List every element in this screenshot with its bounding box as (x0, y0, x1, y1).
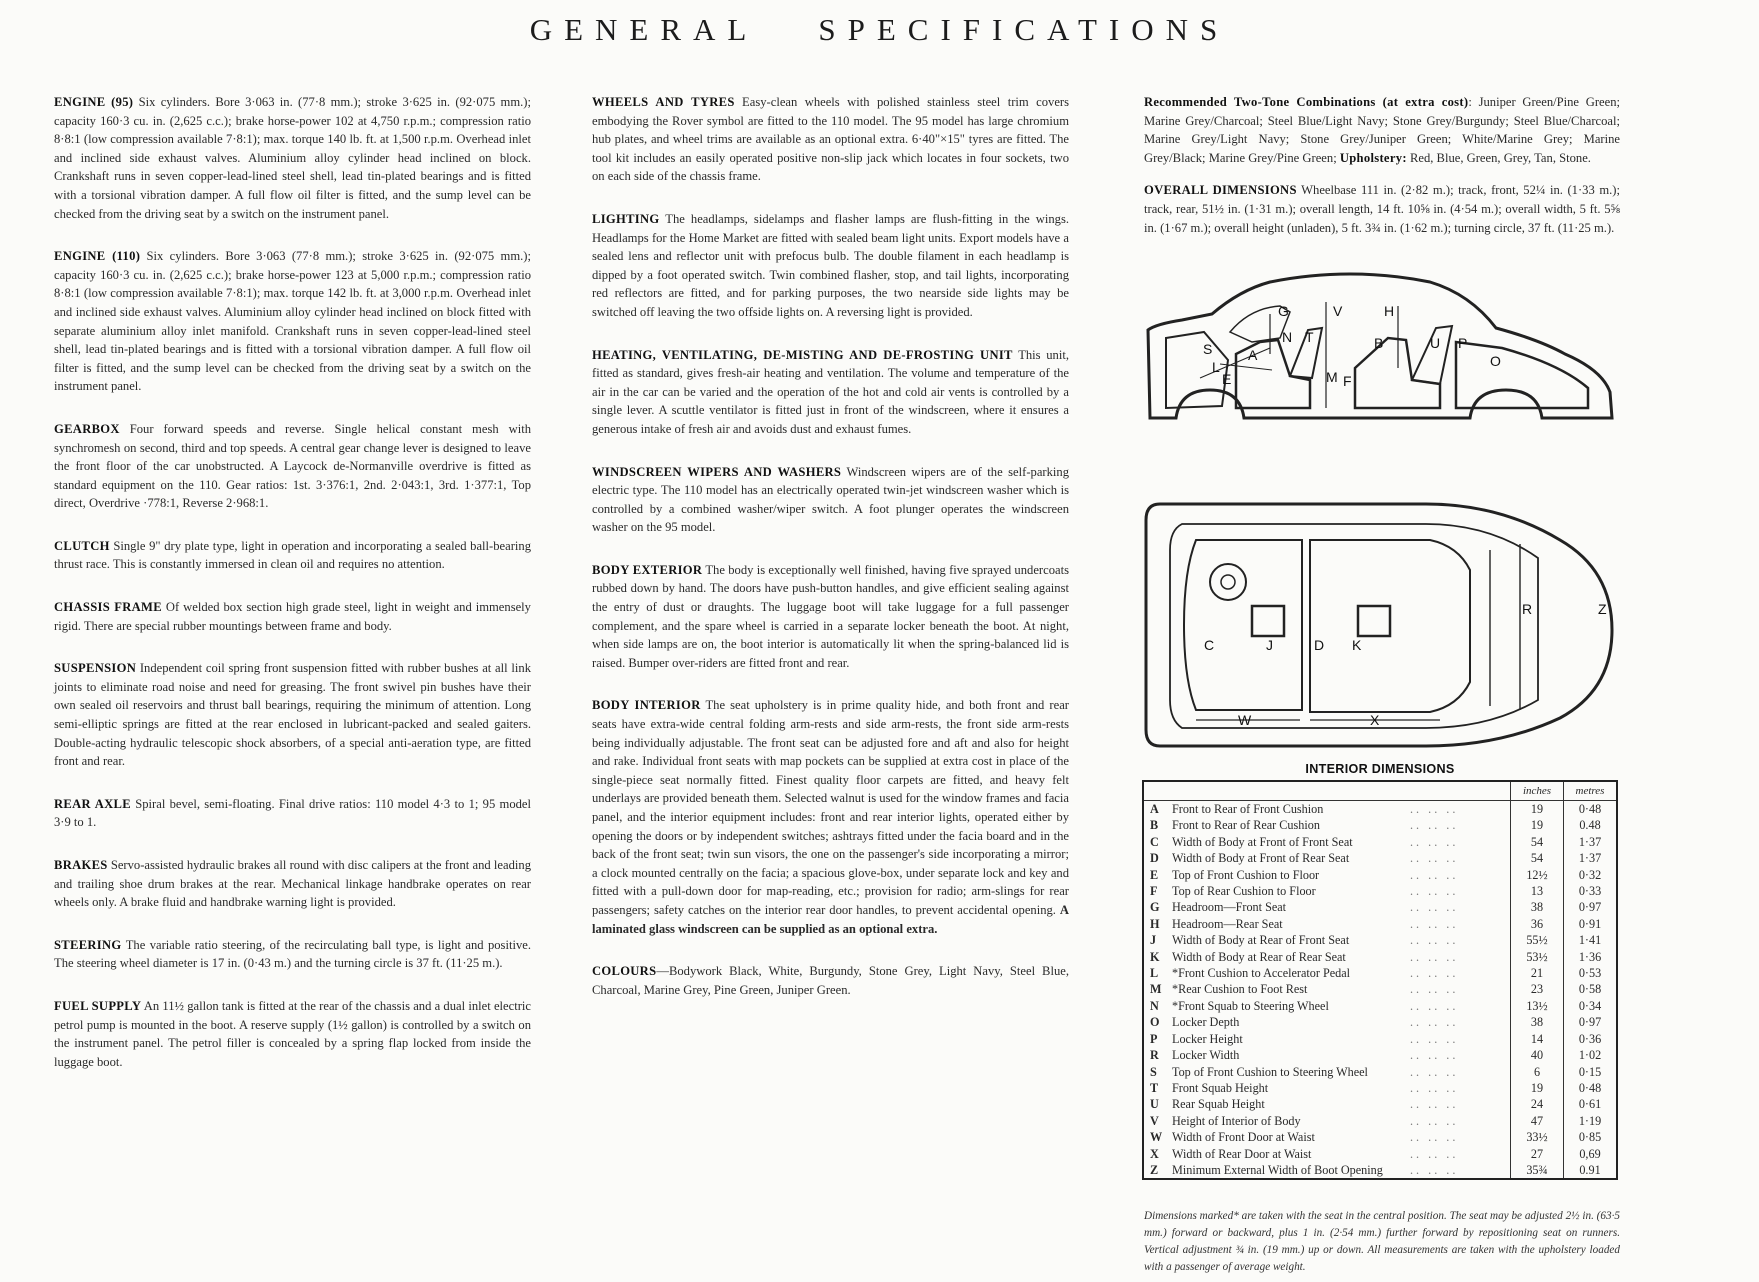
label-C: C (1204, 637, 1215, 653)
row-inches: 53½ (1511, 949, 1564, 965)
row-metres: 0·33 (1564, 883, 1618, 899)
car-diagrams (1140, 268, 1620, 750)
table-row (1143, 834, 1617, 850)
row-leader: .. .. .. (1410, 1015, 1459, 1030)
row-metres: 0·48 (1564, 801, 1618, 818)
spec-heading: CLUTCH (54, 538, 110, 553)
spec-text: Six cylinders. Bore 3·063 in. (77·8 mm.); stroke 3·625 in. (92·075 mm.); capacity 160·3 cu. in. (2,625 c.c.); brake horse-power 102 at 4,750 r.p.m.; compression ratio 8·8:1 (low compression available 7·8:1); max. torque 140 lb. ft. at 1,500 r.p.m. Overhead inlet and inclined side exhaust valves. Aluminium alloy cylinder head inclined on block. Crankshaft runs in seven copper-lead-lined steel shell, lead tin-plated bearings and is fitted with a torsional vibration damper. A full flow oil filter is fitted, and the sump level can be checked from the driving seat by a switch on the instrument panel. (54, 95, 531, 221)
label-W: W (1238, 712, 1252, 728)
plan-view-diagram (1140, 500, 1618, 750)
spec-text: Independent coil spring front suspension fitted with rubber bushes at all link joints to eliminate road noise and need for greasing. The front swivel pin bushes have their own sealed oil reservoirs and thrust ball bearings, requiring the minimum of attention. Long semi-elliptic springs are fitted at the rear enclosed in lubricant-packed and sealed gaiters. Double-acting hydraulic telescopic shock absorbers, of a special anti-aeration type, are fitted front and rear. (54, 661, 531, 769)
row-description: Front to Rear of Rear Cushion (1172, 818, 1320, 833)
row-metres: 0·15 (1564, 1064, 1618, 1080)
label-D: D (1314, 637, 1325, 653)
table-row (1143, 981, 1617, 997)
interior-dimensions-title: INTERIOR DIMENSIONS (1305, 762, 1455, 776)
label-R: R (1522, 601, 1533, 617)
label-O: O (1490, 353, 1501, 369)
spec-heading: WHEELS AND TYRES (592, 95, 735, 109)
row-metres: 1·41 (1564, 932, 1618, 948)
row-leader: .. .. .. (1410, 1162, 1459, 1177)
table-row (1143, 1080, 1617, 1096)
row-description: Front Squab Height (1172, 1080, 1269, 1095)
row-inches: 19 (1511, 1080, 1564, 1096)
label-J: J (1266, 637, 1273, 653)
spec-text: This unit, fitted as standard, gives fresh-air heating and ventilation. The volume and temperature of the air in the car can be varied and the operation of the hot and cold air vents is controlled by a single lever. A scuttle ventilator is fitted just in front of the windscreen, where it ensures a generous intake of fresh air and avoids dust and exhaust fumes. (592, 347, 1069, 436)
row-leader: .. .. .. (1410, 1031, 1459, 1046)
row-letter: E (1150, 867, 1159, 882)
row-description: Locker Width (1172, 1048, 1240, 1063)
column-2 (592, 93, 1069, 1023)
row-inches: 13½ (1511, 998, 1564, 1014)
row-metres: 0·85 (1564, 1129, 1618, 1145)
row-description: Width of Body at Rear of Front Seat (1172, 933, 1350, 948)
col-metres: metres (1564, 781, 1618, 801)
row-leader: .. .. .. (1410, 1080, 1459, 1095)
col-inches: inches (1511, 781, 1564, 801)
row-inches: 13 (1511, 883, 1564, 899)
spec-body-interior (592, 696, 1069, 938)
row-metres: 0·91 (1564, 916, 1618, 932)
spec-upholstery-heading: Upholstery: (1339, 150, 1407, 165)
row-leader: .. .. .. (1410, 900, 1459, 915)
spec-optional-extra: A laminated glass windscreen can be supplied as an optional extra. (592, 902, 1069, 936)
spec-fuel-supply (54, 997, 531, 1071)
row-inches: 55½ (1511, 932, 1564, 948)
spec-text: : Juniper Green/Pine Green; Marine Grey/Charcoal; Steel Blue/Light Navy; Stone Grey/Burgundy; Steel Blue/Charcoal; Marine Grey/Light Navy; Stone Grey/Juniper Green; White/Marine Grey; Marine Grey/Black; Marine Grey/Pine Green; (1144, 95, 1620, 165)
row-letter: M (1150, 982, 1162, 997)
row-leader: .. .. .. (1410, 916, 1459, 931)
row-description: Top of Front Cushion to Steering Wheel (1172, 1064, 1368, 1079)
spec-heading: CHASSIS FRAME (54, 600, 162, 615)
spec-heading: HEATING, VENTILATING, DE-MISTING AND DE-FROSTING UNIT (592, 347, 1013, 362)
row-metres: 1·37 (1564, 850, 1618, 866)
row-description: Width of Body at Front of Front Seat (1172, 834, 1353, 849)
interior-dimensions-table (1142, 780, 1618, 1180)
row-letter: D (1150, 851, 1159, 866)
label-E: E (1222, 371, 1232, 387)
row-inches: 40 (1511, 1047, 1564, 1063)
table-row (1143, 1162, 1617, 1179)
table-row (1143, 965, 1617, 981)
row-metres: 0·48 (1564, 1080, 1618, 1096)
row-leader: .. .. .. (1410, 884, 1459, 899)
spec-text: Red, Blue, Green, Grey, Tan, Stone. (1406, 150, 1591, 165)
row-leader: .. .. .. (1410, 802, 1459, 816)
spec-heading: Recommended Two-Tone Combinations (1144, 95, 1376, 109)
row-letter: B (1150, 818, 1159, 833)
row-metres: 0,69 (1564, 1146, 1618, 1162)
row-inches: 19 (1511, 801, 1564, 818)
table-row (1143, 1113, 1617, 1129)
spec-text: Servo-assisted hydraulic brakes all round with disc calipers at the front and leading and trailing shoe drum brakes at the rear. Mechanical linkage handbrake operates on rear wheels only. A brake fluid and handbrake warning light is provided. (54, 858, 531, 910)
label-V: V (1333, 303, 1343, 319)
spec-two-tone (1144, 93, 1620, 167)
spec-suspension (54, 659, 531, 771)
title-word-general: GENERAL (529, 12, 759, 47)
spec-engine-95 (54, 93, 531, 223)
row-description: Front to Rear of Front Cushion (1172, 802, 1324, 816)
spec-heading: ENGINE (54, 95, 106, 109)
spec-overall-dimensions (1144, 181, 1620, 237)
row-letter: X (1150, 1146, 1159, 1161)
spec-text: Windscreen wipers are of the self-parking electric type. The 110 model has an electrically operated twin-jet windscreen washer which is controlled by a combined washer/wiper switch. A foot plunger operates the windscreen washer on the 95 model. (592, 464, 1069, 535)
table-row (1143, 1096, 1617, 1112)
row-letter: F (1150, 884, 1158, 899)
spec-heading: COLOURS (592, 964, 657, 979)
table-row (1143, 916, 1617, 932)
row-inches: 12½ (1511, 867, 1564, 883)
spec-text: The seat upholstery is in prime quality hide, and both front and rear seats have extra-wide central folding arm-rests and side arm-rests, the front side arm-rests being individually adjustable. The front seat can be adjusted fore and aft and also for height and rake. Individual front seats with map pockets can be supplied at extra cost in place of the single-piece seat normally fitted. Finest quality floor carpets are fitted, and heavy felt underlays are provided beneath them. Selected walnut is used for the window frames and facia panel, and the interior equipment includes: front and rear interior lights, operated either by opening the doors or by independent switches; ashtrays fitted under the facia board and in the back of the front seat; twin sun visors, the one on the passenger's side incorporating a mirror; a clock mounted centrally on the facia; a spacious glove-box, under separate lock and key and fitted with a pull-down door for map-reading, etc.; provision for radio; arm-slings for rear passengers; safety catches on the interior rear door handles, to prevent accidental opening. (592, 698, 1069, 917)
spec-brakes (54, 856, 531, 912)
spec-heading: BODY EXTERIOR (592, 562, 703, 577)
spec-text: Single 9" dry plate type, light in operation and incorporating a sealed ball-bearing thrust race. This is constantly immersed in clean oil and requires no attention. (54, 538, 531, 572)
row-inches: 36 (1511, 916, 1564, 932)
row-letter: R (1150, 1048, 1159, 1063)
table-row (1143, 1129, 1617, 1145)
row-description: Rear Squab Height (1172, 1097, 1265, 1112)
spec-body-exterior (592, 561, 1069, 673)
spec-steering (54, 936, 531, 973)
row-letter: T (1150, 1080, 1159, 1095)
row-description: Width of Front Door at Waist (1172, 1130, 1315, 1145)
row-leader: .. .. .. (1410, 867, 1459, 882)
spec-heading: STEERING (54, 937, 122, 952)
row-leader: .. .. .. (1410, 834, 1459, 849)
row-metres: 0·53 (1564, 965, 1618, 981)
row-leader: .. .. .. (1410, 1064, 1459, 1079)
spec-text: Of welded box section high grade steel, light in weight and immensely rigid. There are special rubber mountings between frame and body. (54, 600, 531, 633)
label-Z: Z (1598, 601, 1607, 617)
row-letter: G (1150, 900, 1160, 915)
spec-text: —Bodywork Black, White, Burgundy, Stone Grey, Light Navy, Steel Blue, Charcoal, Marine Grey, Pine Green, Juniper Green. (592, 964, 1069, 997)
row-leader: .. .. .. (1410, 998, 1459, 1013)
label-T: T (1305, 329, 1314, 345)
row-metres: 1·37 (1564, 834, 1618, 850)
table-row (1143, 899, 1617, 915)
row-description: Height of Interior of Body (1172, 1113, 1301, 1128)
row-letter: W (1150, 1130, 1163, 1145)
row-metres: 0·97 (1564, 1014, 1618, 1030)
row-leader: .. .. .. (1410, 933, 1459, 948)
row-leader: .. .. .. (1410, 982, 1459, 997)
row-letter: Z (1150, 1162, 1159, 1177)
table-row (1143, 998, 1617, 1014)
spec-text: The headlamps, sidelamps and flasher lamps are flush-fitting in the wings. Headlamps for the Home Market are fitted with sealed beam light units. Export models have a sealed lens and reflector unit with prefocus bulb. The double filament in each headlamp is dipped by a foot operated switch. Twin combined flasher, stop, and tail lights, incorporating red reflectors are fitted, and for parking purposes, the two nearside side lights may be switched off leaving the two offside lights on. A reversing light is provided. (592, 211, 1069, 319)
row-leader: .. .. .. (1410, 818, 1459, 833)
row-inches: 33½ (1511, 1129, 1564, 1145)
interior-dimensions (1142, 762, 1618, 1180)
label-K: K (1352, 637, 1362, 653)
table-row (1143, 1014, 1617, 1030)
row-description: Width of Rear Door at Waist (1172, 1146, 1312, 1161)
row-leader: .. .. .. (1410, 1130, 1459, 1145)
row-description: Top of Rear Cushion to Floor (1172, 884, 1316, 899)
row-description: Headroom—Rear Seat (1172, 916, 1283, 931)
spec-text: Six cylinders. Bore 3·063 (77·8 mm.); stroke 3·625 in. (92·075 mm.); capacity 160·3 cu. in. (2,625 c.c.); brake horse-power 123 at 5,000 r.p.m.; compression ratio 8·8:1 (low compression available 7·8:1); max. torque 142 lb. ft. at 3,000 r.p.m. Overhead inlet and inclined side exhaust valves. Aluminium alloy cylinder head inclined on block fitted with separate aluminium alloy inlet manifold. Crankshaft runs in seven copper-lead-lined steel shell, lead tin-plated bearings and is fitted with a torsional vibration damper. A full flow oil filter is fitted, and the sump level can be checked from the driving seat by a switch on the instrument panel. (54, 249, 531, 394)
row-inches: 6 (1511, 1064, 1564, 1080)
label-G: G (1278, 303, 1289, 319)
table-row (1143, 949, 1617, 965)
row-letter: S (1150, 1064, 1157, 1079)
row-inches: 19 (1511, 817, 1564, 833)
row-description: *Rear Cushion to Foot Rest (1172, 982, 1308, 997)
row-inches: 54 (1511, 834, 1564, 850)
spec-wipers-washers (592, 463, 1069, 537)
spec-heading: GEARBOX (54, 421, 120, 436)
row-inches: 35¾ (1511, 1162, 1564, 1179)
row-metres: 0·34 (1564, 998, 1618, 1014)
spec-text: Four forward speeds and reverse. Single helical constant mesh with synchromesh on second, third and top speeds. A central gear change lever is designed to leave the front floor of the car unobstructed. A Laycock de-Normanville overdrive is fitted as standard equipment on the 110. Gear ratios: 1st. 3·376:1, 2nd. 2·043:1, 3rd. 1·377:1, Top direct, Overdrive ·778:1, Reverse 2·968:1. (54, 421, 531, 511)
table-row (1143, 850, 1617, 866)
row-metres: 1·02 (1564, 1047, 1618, 1063)
row-inches: 27 (1511, 1146, 1564, 1162)
row-letter: P (1150, 1031, 1158, 1046)
row-inches: 38 (1511, 1014, 1564, 1030)
spec-heading: SUSPENSION (54, 661, 137, 676)
row-metres: 0·61 (1564, 1096, 1618, 1112)
spec-colours (592, 962, 1069, 999)
row-letter: N (1150, 998, 1159, 1013)
spec-text: Spiral bevel, semi-floating. Final drive ratios: 110 model 4·3 to 1; 95 model 3·9 to 1. (54, 796, 532, 830)
table-row (1143, 867, 1617, 883)
row-leader: .. .. .. (1410, 949, 1459, 964)
row-metres: 1·36 (1564, 949, 1618, 965)
row-letter: J (1150, 933, 1157, 948)
row-letter: U (1150, 1097, 1159, 1112)
spec-subheading: (at extra cost) (1375, 95, 1469, 109)
row-metres: 1·19 (1564, 1113, 1618, 1129)
spec-text: The body is exceptionally well finished, having five sprayed undercoats rubbed down by hand. The doors have push-button handles, and give efficient sealing against the entry of dust or draughts. The luggage boot will take luggage for a full passenger complement, and the spare wheel is carried in a separate locker beneath the boot. At night, when side lamps are on, the boot interior is automatically lit when the spring-balanced lid is raised. Bumper over-riders are fitted front and rear. (592, 562, 1069, 670)
label-L: L (1212, 359, 1220, 375)
row-inches: 14 (1511, 1031, 1564, 1047)
row-inches: 24 (1511, 1096, 1564, 1112)
row-description: Width of Body at Front of Rear Seat (1172, 851, 1350, 866)
row-description: Top of Front Cushion to Floor (1172, 867, 1320, 882)
row-inches: 23 (1511, 981, 1564, 997)
row-letter: L (1150, 966, 1159, 981)
spec-heading: LIGHTING (592, 211, 660, 226)
row-letter: O (1150, 1015, 1160, 1030)
label-H: H (1384, 303, 1395, 319)
row-letter: V (1150, 1113, 1159, 1128)
spec-engine-110 (54, 247, 531, 396)
table-row (1143, 1047, 1617, 1063)
row-inches: 47 (1511, 1113, 1564, 1129)
spec-text: Wheelbase 111 in. (2·82 m.); track, front, 52¼ in. (1·33 m.); track, rear, 51½ in. (1·31 m.); overall length, 14 ft. 10⅝ in. (4·54 m.); overall width, 5 ft. 5⅝ in. (1·67 m.); overall height (unladen), 5 ft. 3¾ in. (1·62 m.); turning circle, 37 ft. (11·25 m.). (1144, 183, 1620, 235)
row-metres: 0·32 (1564, 867, 1618, 883)
page-title (0, 12, 1759, 48)
spec-lighting (592, 210, 1069, 322)
row-letter: K (1150, 949, 1160, 964)
side-section-diagram (1140, 268, 1618, 488)
spec-text: An 11½ gallon tank is fitted at the rear of the chassis and a dual inlet electric petrol pump is mounted in the boot. A reserve supply (1½ gallon) is controlled by a switch on the instrument panel. The petrol filler is concealed by a spring flap locked from inside the luggage boot. (54, 998, 531, 1069)
spec-subheading: (95) (105, 95, 134, 109)
dimensions-footnote: Dimensions marked* are taken with the seat in the central position. The seat may be adjusted 2½ in. (63·5 mm.) forward or backward, plus 1 in. (2·54 mm.) further forward by repositioning seat on runners. Vertical adjustment ¾ in. (19 mm.) up or down. All measurements are taken with the upholstery loaded with a passenger of average weight. (1144, 1210, 1620, 1273)
spec-heading: BRAKES (54, 858, 108, 872)
spec-heading: ENGINE (54, 249, 106, 264)
row-description: Width of Body at Rear of Rear Seat (1172, 949, 1346, 964)
table-row (1143, 801, 1617, 818)
label-M: M (1326, 369, 1338, 385)
table-row (1143, 817, 1617, 833)
row-metres: 0·97 (1564, 899, 1618, 915)
label-A: A (1248, 347, 1258, 363)
spec-heading: BODY INTERIOR (592, 698, 701, 713)
spec-heading: FUEL SUPPLY (54, 998, 142, 1013)
label-S: S (1203, 341, 1213, 357)
spec-heading: REAR AXLE (54, 796, 131, 811)
row-metres: 0.48 (1564, 817, 1618, 833)
column-1 (54, 93, 531, 1095)
row-letter: H (1150, 916, 1160, 931)
spec-wheels-tyres (592, 93, 1069, 186)
row-leader: .. .. .. (1410, 1146, 1459, 1161)
row-leader: .. .. .. (1410, 966, 1459, 981)
row-letter: C (1150, 834, 1159, 849)
label-U: U (1430, 335, 1441, 351)
row-leader: .. .. .. (1410, 1113, 1459, 1128)
row-leader: .. .. .. (1410, 1097, 1459, 1112)
row-description: Locker Depth (1172, 1015, 1240, 1030)
table-row (1143, 883, 1617, 899)
row-letter: A (1150, 802, 1159, 816)
row-metres: 0.91 (1564, 1162, 1618, 1179)
row-description: Headroom—Front Seat (1172, 900, 1287, 915)
row-inches: 54 (1511, 850, 1564, 866)
spec-text: The variable ratio steering, of the recirculating ball type, is light and positive. The steering wheel diameter is 17 in. (0·43 m.) and the turning circle is 37 ft. (11·25 m.). (54, 937, 531, 971)
label-B: B (1374, 335, 1384, 351)
row-leader: .. .. .. (1410, 1048, 1459, 1063)
spec-chassis-frame (54, 598, 531, 635)
table-row (1143, 1146, 1617, 1162)
row-inches: 21 (1511, 965, 1564, 981)
row-inches: 38 (1511, 899, 1564, 915)
spec-gearbox (54, 420, 531, 513)
spec-subheading: (110) (105, 249, 141, 264)
spec-heading: OVERALL DIMENSIONS (1144, 183, 1297, 198)
spec-text: Easy-clean wheels with polished stainless steel trim covers embodying the Rover symbol are fitted to the 110 model. The 95 model has large chromium hub plates, and wheel trims are available as an optional extra. 6·40"×15" tyres are fitted. The tool kit includes an easily operated positive non-slip jack which locates in four sockets, two on each side of the chassis frame. (592, 95, 1069, 184)
spec-heading: WINDSCREEN WIPERS AND WASHERS (592, 464, 842, 479)
spec-heating-unit (592, 346, 1069, 439)
label-P: P (1458, 335, 1468, 351)
row-description: Minimum External Width of Boot Opening (1172, 1162, 1383, 1177)
table-row (1143, 932, 1617, 948)
row-description: *Front Cushion to Accelerator Pedal (1172, 966, 1351, 981)
row-description: Locker Height (1172, 1031, 1243, 1046)
column-3 (1144, 93, 1620, 251)
title-word-specifications: SPECIFICATIONS (818, 12, 1230, 47)
spec-rear-axle (54, 795, 531, 832)
label-N: N (1282, 329, 1293, 345)
label-F: F (1343, 373, 1352, 389)
spec-clutch (54, 537, 531, 574)
row-metres: 0·58 (1564, 981, 1618, 997)
row-metres: 0·36 (1564, 1031, 1618, 1047)
label-X: X (1370, 712, 1380, 728)
row-leader: .. .. .. (1410, 851, 1459, 866)
table-row (1143, 1064, 1617, 1080)
row-description: *Front Squab to Steering Wheel (1172, 998, 1329, 1013)
table-row (1143, 1031, 1617, 1047)
